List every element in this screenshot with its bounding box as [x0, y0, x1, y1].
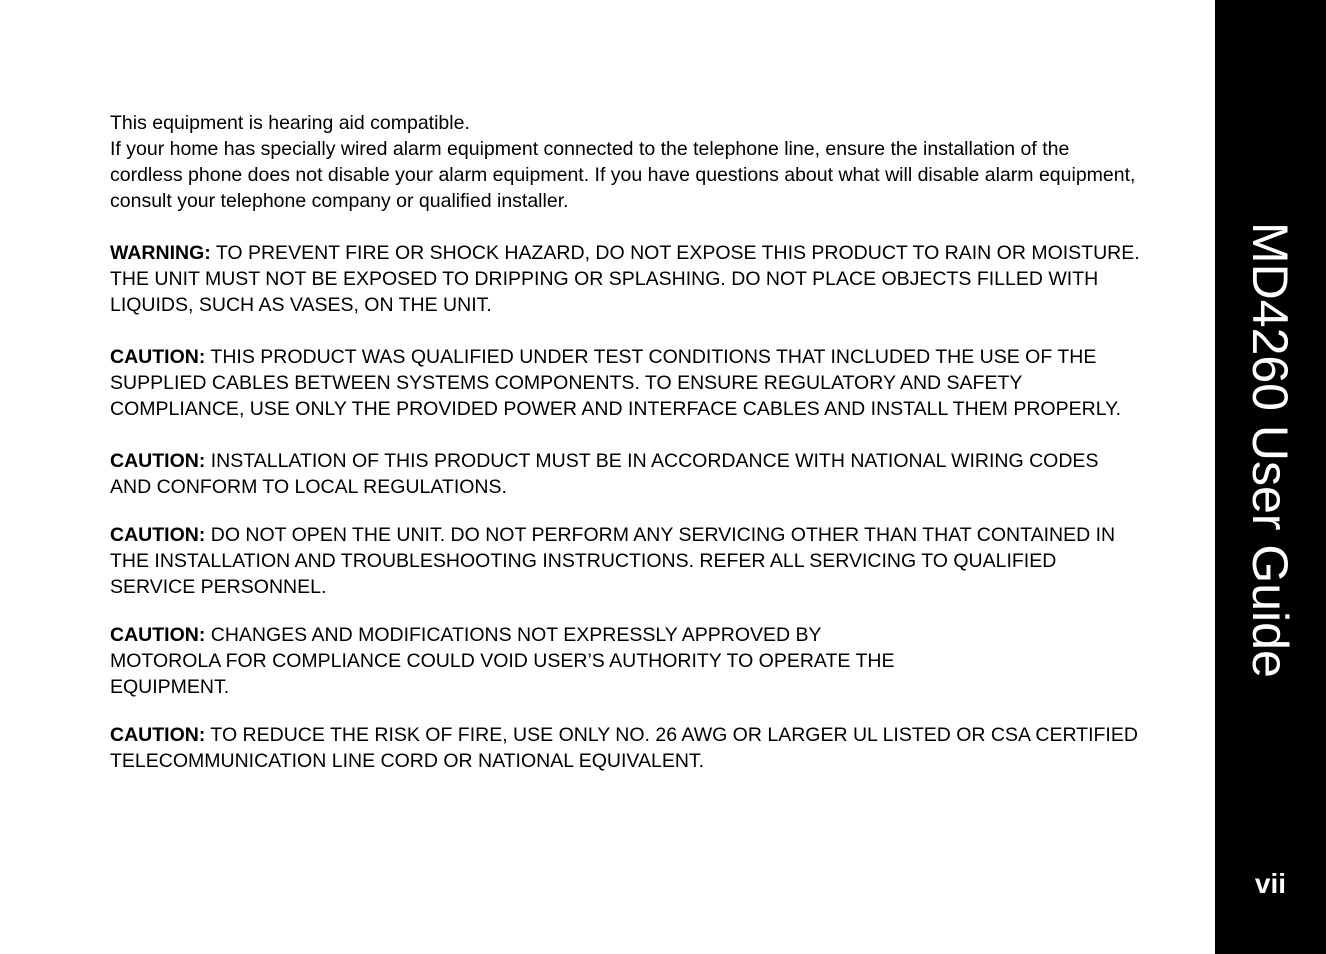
caution-text: INSTALLATION OF THIS PRODUCT MUST BE IN ACCORDANCE WITH NATIONAL WIRING CODES AND CONFORM TO LOCAL REGULATIONS. [110, 450, 1099, 498]
hearing-aid-statement: This equipment is hearing aid compatible. [110, 112, 470, 134]
page-content [110, 110, 1140, 774]
page-number: vii [1254, 868, 1287, 899]
caution-text: TO REDUCE THE RISK OF FIRE, USE ONLY NO. 26 AWG OR LARGER UL LISTED OR CSA CERTIFIED TELECOMMUNICATION LINE CORD OR NATIONAL EQUIVALENT. [110, 724, 1138, 772]
alarm-equipment-paragraph: If your home has specially wired alarm equipment connected to the telephone line, ensure the installation of the cordless phone does not disable your alarm equipment. If you have questions about what will disable alarm equipment, consult your telephone company or qualified installer. [110, 138, 1136, 212]
caution-label: CAUTION: [110, 346, 206, 368]
caution-label: CAUTION: [110, 524, 206, 546]
warning-notice [110, 240, 1140, 318]
caution-text: THIS PRODUCT WAS QUALIFIED UNDER TEST CONDITIONS THAT INCLUDED THE USE OF THE SUPPLIED CABLES BETWEEN SYSTEMS COMPONENTS. TO ENSURE REGULATORY AND SAFETY COMPLIANCE, USE ONLY THE PROVIDED POWER AND INTERFACE CABLES AND INSTALL THEM PROPERLY. [110, 346, 1122, 420]
caution-text-line-2: MOTOROLA FOR COMPLIANCE COULD VOID USER’S AUTHORITY TO OPERATE THE [110, 650, 895, 672]
warning-label: WARNING: [110, 242, 211, 264]
caution-label: CAUTION: [110, 724, 206, 746]
caution-text-line-1: CHANGES AND MODIFICATIONS NOT EXPRESSLY APPROVED BY [210, 624, 822, 646]
guide-title: MD4260 User Guide [1242, 222, 1298, 678]
caution-label: CAUTION: [110, 450, 206, 472]
caution-text: DO NOT OPEN THE UNIT. DO NOT PERFORM ANY SERVICING OTHER THAN THAT CONTAINED IN THE INSTALLATION AND TROUBLESHOOTING INSTRUCTIONS. REFER ALL SERVICING TO QUALIFIED SERVICE PERSONNEL. [110, 524, 1116, 598]
caution-notice-cables [110, 344, 1140, 422]
warning-text: TO PREVENT FIRE OR SHOCK HAZARD, DO NOT EXPOSE THIS PRODUCT TO RAIN OR MOISTURE. THE UNIT MUST NOT BE EXPOSED TO DRIPPING OR SPLASHING. DO NOT PLACE OBJECTS FILLED WITH LIQUIDS, SUCH AS VASES, ON THE UNIT. [110, 242, 1140, 316]
caution-notice-line-cord [110, 722, 1140, 774]
caution-text-line-3: EQUIPMENT. [110, 676, 230, 698]
caution-notice-modifications [110, 622, 1140, 700]
caution-notice-servicing [110, 522, 1140, 600]
caution-notice-wiring [110, 448, 1140, 500]
caution-label: CAUTION: [110, 624, 206, 646]
